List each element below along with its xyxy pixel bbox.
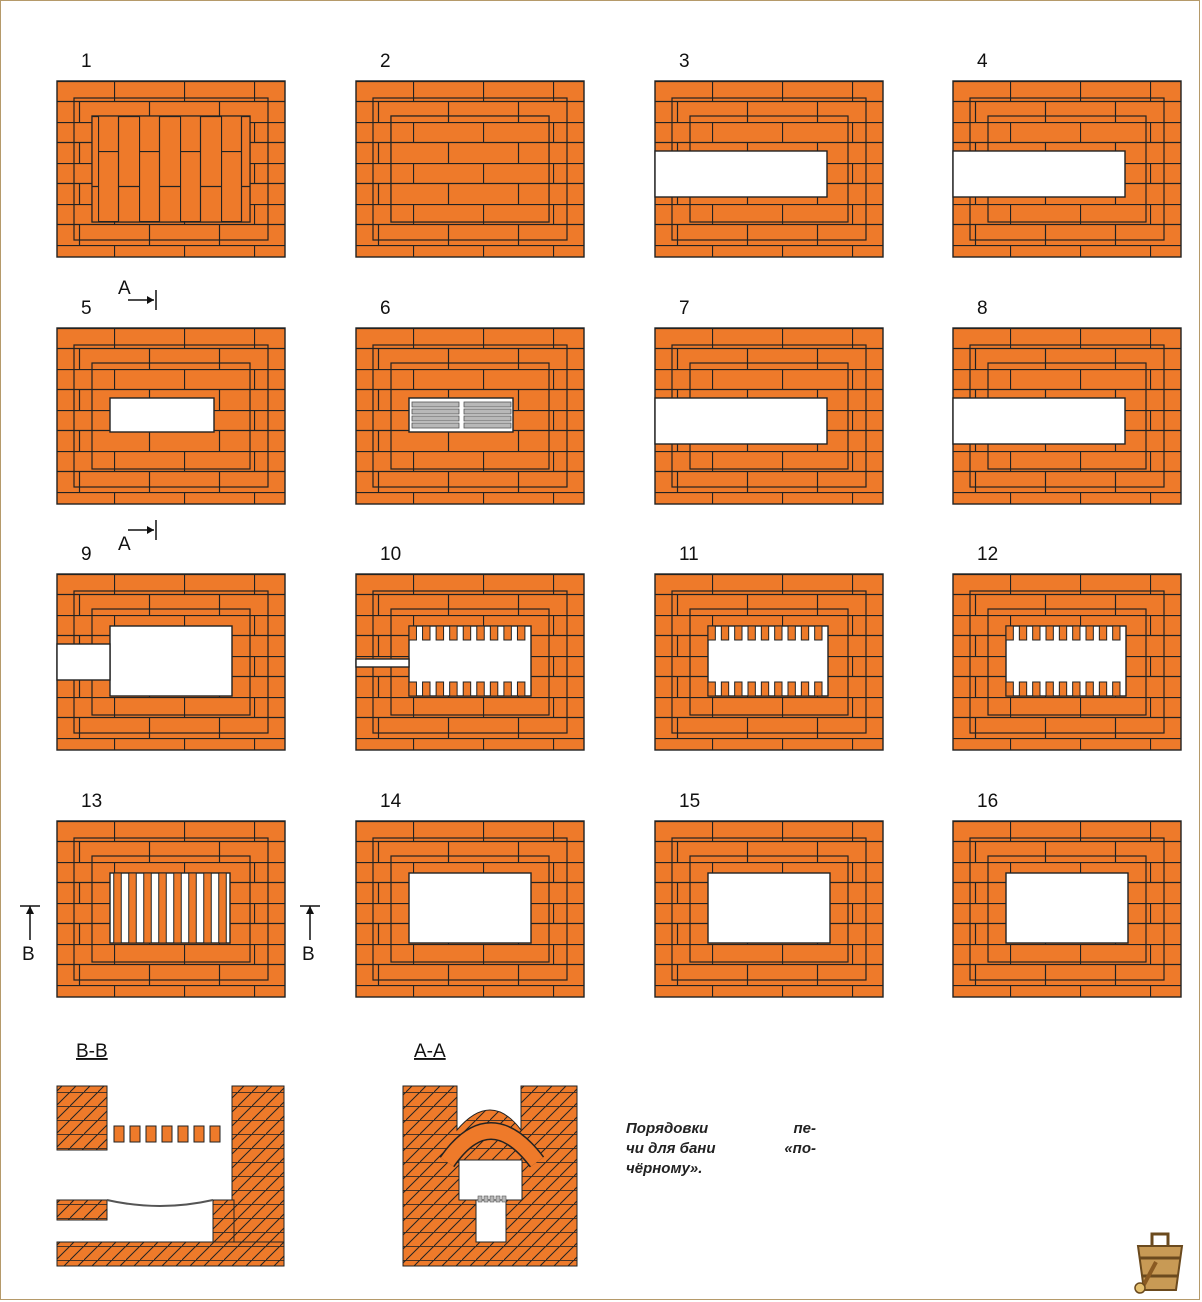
brick-tooth — [1113, 682, 1120, 696]
brick-tooth — [504, 626, 511, 640]
brick-tooth — [1059, 626, 1066, 640]
brick-tooth — [517, 626, 524, 640]
brick-tooth — [775, 682, 782, 696]
course-plan — [57, 51, 285, 257]
grate-bar — [464, 423, 511, 428]
wall-block — [57, 1200, 107, 1220]
brick-tooth — [423, 682, 430, 696]
brick-tooth — [708, 682, 715, 696]
course-plan — [655, 51, 883, 257]
course-plan — [953, 298, 1181, 504]
brick-tooth — [1046, 626, 1053, 640]
grate-bar — [464, 402, 511, 407]
section-title: A-A — [414, 1041, 446, 1062]
course-plan — [953, 544, 1181, 750]
caption-word: Порядовки — [626, 1120, 709, 1137]
course-number: 16 — [977, 791, 999, 812]
course-number: 15 — [679, 791, 701, 812]
course-plan — [953, 791, 1181, 997]
section-letter: A — [118, 278, 131, 299]
core-bricks — [92, 116, 250, 222]
section-mark-b — [20, 906, 40, 965]
base-course — [57, 1242, 284, 1266]
section-mark-a — [118, 520, 156, 555]
opening — [1006, 873, 1128, 943]
course-number: 13 — [81, 791, 103, 812]
brick-tooth — [504, 682, 511, 696]
course-number: 2 — [380, 51, 391, 72]
section-mark-a — [118, 278, 156, 310]
brick-tooth — [735, 626, 742, 640]
grate-rib — [204, 873, 212, 943]
brick-tooth — [735, 682, 742, 696]
course-number: 3 — [679, 51, 690, 72]
grate-rib — [146, 1126, 156, 1142]
brick-tooth — [517, 682, 524, 696]
brick-tooth — [1033, 682, 1040, 696]
section-aa-drawing — [403, 1086, 577, 1266]
brick-tooth — [748, 682, 755, 696]
section-title: B-B — [76, 1041, 108, 1062]
brick-tooth — [721, 682, 728, 696]
grate-rib — [114, 1126, 124, 1142]
brick-tooth — [1033, 626, 1040, 640]
opening — [409, 873, 531, 943]
caption-word: «по- — [784, 1140, 816, 1157]
brick-tooth — [463, 682, 470, 696]
brick-tooth — [1073, 682, 1080, 696]
course-number: 10 — [380, 544, 402, 565]
grate-rib — [130, 1126, 140, 1142]
grate-rib — [178, 1126, 188, 1142]
brick-tooth — [1086, 682, 1093, 696]
grate-bar — [412, 416, 459, 421]
diagram-caption — [626, 1119, 816, 1179]
brick-tooth — [1099, 626, 1106, 640]
grate-rib — [174, 873, 182, 943]
grate-rib — [114, 873, 122, 943]
grate-rib — [129, 873, 137, 943]
brick-tooth — [490, 682, 497, 696]
brick-tooth — [436, 682, 443, 696]
course-number: 7 — [679, 298, 690, 319]
course-number: 5 — [81, 298, 92, 319]
brick-tooth — [801, 626, 808, 640]
caption-word: чи для бани — [626, 1140, 716, 1157]
course-plan — [655, 791, 883, 997]
course-number: 1 — [81, 51, 92, 72]
grate-rib — [162, 1126, 172, 1142]
brick-tooth — [1006, 626, 1013, 640]
opening — [356, 659, 409, 667]
grate-bar — [464, 409, 511, 414]
ash-opening — [476, 1200, 506, 1242]
grate-rib — [219, 873, 227, 943]
brick-tooth — [409, 626, 416, 640]
grate-rib — [210, 1126, 220, 1142]
course-plan — [356, 298, 584, 504]
grate-bar — [412, 402, 459, 407]
opening — [57, 644, 110, 680]
brick-tooth — [788, 682, 795, 696]
course-number: 14 — [380, 791, 402, 812]
firebox-opening — [459, 1160, 522, 1200]
brick-tooth — [1086, 626, 1093, 640]
grate-bar — [412, 423, 459, 428]
brick-tooth — [1113, 626, 1120, 640]
brick-tooth — [477, 626, 484, 640]
course-number: 12 — [977, 544, 999, 565]
course-number: 6 — [380, 298, 391, 319]
grate-rib — [159, 873, 167, 943]
brick-tooth — [409, 682, 416, 696]
grate-bar — [484, 1196, 488, 1202]
section-letter: B — [22, 944, 35, 965]
bath-bucket-icon — [1130, 1232, 1190, 1294]
caption-word: пе- — [793, 1120, 816, 1137]
grate-rib — [194, 1126, 204, 1142]
brick-tooth — [708, 626, 715, 640]
grate-bar — [502, 1196, 506, 1202]
brick-tooth — [450, 682, 457, 696]
opening — [110, 873, 230, 943]
course-plan — [356, 544, 584, 750]
section-letter: B — [302, 944, 315, 965]
wall-block — [57, 1086, 107, 1150]
brick-tooth — [748, 626, 755, 640]
grate-bar — [412, 409, 459, 414]
opening — [953, 398, 1125, 444]
grate-bar — [490, 1196, 494, 1202]
course-number: 11 — [679, 544, 699, 565]
brick-tooth — [788, 626, 795, 640]
brick-tooth — [1006, 682, 1013, 696]
opening — [953, 151, 1125, 197]
caption-word: чёрному». — [626, 1160, 703, 1177]
course-plan — [57, 791, 285, 997]
opening — [110, 398, 214, 432]
course-plan — [953, 51, 1181, 257]
brick-tooth — [463, 626, 470, 640]
brick-tooth — [490, 626, 497, 640]
course-plan — [57, 544, 285, 750]
brick-tooth — [436, 626, 443, 640]
brick-tooth — [815, 682, 822, 696]
brick-tooth — [815, 626, 822, 640]
brick-tooth — [1019, 626, 1026, 640]
section-letter: A — [118, 534, 131, 555]
grate-bar — [464, 416, 511, 421]
section-mark-b — [300, 906, 320, 965]
brick-tooth — [761, 626, 768, 640]
brick-tooth — [1073, 626, 1080, 640]
opening — [708, 873, 830, 943]
wall-block — [232, 1086, 284, 1266]
course-number: 8 — [977, 298, 988, 319]
brick-tooth — [1099, 682, 1106, 696]
brick-tooth — [721, 626, 728, 640]
opening — [655, 151, 827, 197]
core-bricks — [391, 116, 549, 222]
course-plan — [655, 544, 883, 750]
course-plan — [57, 298, 285, 504]
brick-tooth — [1059, 682, 1066, 696]
brick-tooth — [477, 682, 484, 696]
course-plan — [356, 51, 584, 257]
section-bb-drawing — [57, 1086, 284, 1266]
brick-tooth — [1046, 682, 1053, 696]
course-number: 4 — [977, 51, 988, 72]
course-plan — [356, 791, 584, 997]
grate-rib — [189, 873, 197, 943]
brick-tooth — [801, 682, 808, 696]
brick-tooth — [423, 626, 430, 640]
grate-line — [107, 1200, 213, 1206]
opening — [655, 398, 827, 444]
brick-tooth — [1019, 682, 1026, 696]
grate-rib — [144, 873, 152, 943]
course-plan — [655, 298, 883, 504]
wall-block — [213, 1200, 234, 1242]
opening — [110, 626, 232, 696]
grate-bar — [496, 1196, 500, 1202]
brick-tooth — [761, 682, 768, 696]
grate-bar — [478, 1196, 482, 1202]
course-number: 9 — [81, 544, 92, 565]
brick-tooth — [450, 626, 457, 640]
brick-tooth — [775, 626, 782, 640]
